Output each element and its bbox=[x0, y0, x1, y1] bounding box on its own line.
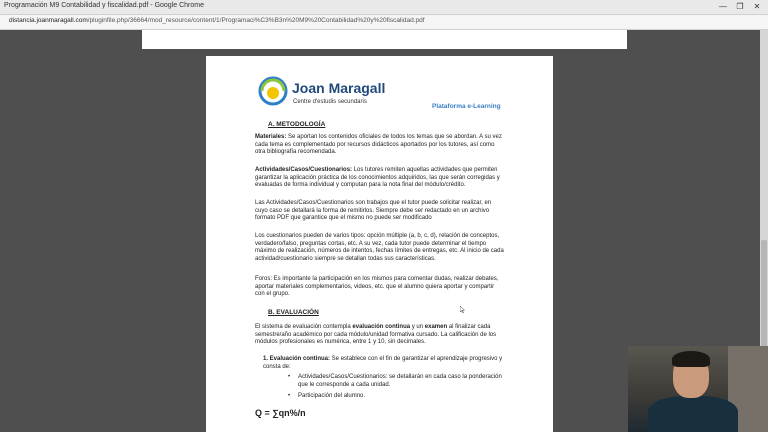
paragraph-cuestionarios: Los cuestionarios pueden de varios tipos: opción múltiple (a, b, c, d), relación de conceptos, verdadero/falso, preguntas cortas, etc. A su vez, cada tutor puede determinar el tiempo máximo de realización, números de intentos, fechas límites de entregas, etc. Al inicio de cada actividad/cuestionario siempre se detallan todas sus características. bbox=[255, 233, 504, 262]
item-evaluacion-continua: 1. Evaluación continua: Se establece con el fin de garantizar el aprendizaje progresivo y consta de: bbox=[263, 356, 503, 370]
formula: Q = ∑qn%/n bbox=[255, 408, 306, 418]
close-icon[interactable]: ✕ bbox=[753, 2, 761, 11]
previous-page bbox=[142, 30, 627, 49]
mouse-cursor-icon bbox=[460, 306, 465, 313]
platform-label: Plataforma e-Learning bbox=[432, 103, 501, 110]
brand-subtitle: Centre d'estudis secundaris bbox=[293, 99, 367, 105]
maximize-icon[interactable]: ❐ bbox=[736, 2, 744, 11]
webcam-person-hair bbox=[672, 351, 710, 367]
webcam-overlay bbox=[628, 346, 768, 432]
section-a-heading: A. METODOLOGÍA bbox=[268, 121, 326, 128]
bullet-participacion: • Participación del alumno. bbox=[288, 393, 366, 399]
window-title: Programación M9 Contabilidad y fiscalidad.pdf - Google Chrome bbox=[4, 2, 204, 9]
paragraph-foros: Foros: Es importante la participación en los mismos para comentar dudas, realizar debates, aportar materiales complementarios, videos, etc. que el alumno quiera aportar y compartir con el grupo. bbox=[255, 276, 499, 297]
paragraph-pdf: Las Actividades/Casos/Cuestionarios son trabajos que el tutor puede solicitar realizar, en cuyo caso se detallará la forma de remitirlos. Siempre debe ser redactado en un archivo formato PDF que garantice que el mismo no puede ser modificado bbox=[255, 200, 492, 221]
bullet-icon: • bbox=[288, 393, 291, 399]
bullet-icon: • bbox=[288, 374, 291, 380]
bullet-actividades: • Actividades/Casos/Cuestionarios: se detallarán en cada caso la ponderación que le corresponde a cada unidad. bbox=[288, 374, 502, 388]
paragraph-evaluacion: El sistema de evaluación contempla evaluación continua y un examen al finalizar cada semestre/año académico por cada módulo/unidad formativa cursado. La calificación de los módulos profesionales es numérica, entre 1 y 10, sin decimales. bbox=[255, 324, 497, 345]
paragraph-materiales: Materiales: Se aportan los contenidos oficiales de todos los temas que se abordan. A su vez cada tema es complementado por recursos didácticos aportados por los tutores, así como otra bibliografía recomendada. bbox=[255, 134, 502, 155]
url-text[interactable]: distancia.joanmaragall.com/pluginfile.php/36664/mod_resource/content/1/Programaci%C3%B3n%20M9%20Contabilidad%20y%20fiscalidad.pdf bbox=[9, 17, 425, 24]
brand-name: Joan Maragall bbox=[292, 80, 386, 96]
section-b-heading: B. EVALUACIÓN bbox=[268, 309, 319, 316]
paragraph-actividades: Actividades/Casos/Cuestionarios: Los tutores remiten aquellas actividades que permiten garantizar la aplicación práctica de los conocimientos adquiridos, las que serán corregidas y evaluadas de forma individual y computan para la nota final del módulo/crédito. bbox=[255, 167, 500, 188]
address-bar[interactable] bbox=[0, 15, 768, 30]
webcam-person-body bbox=[648, 396, 738, 432]
scrollbar-thumb[interactable] bbox=[761, 240, 767, 350]
browser-title-bar bbox=[0, 0, 768, 15]
minimize-icon[interactable]: — bbox=[719, 2, 727, 11]
logo-icon bbox=[258, 76, 288, 106]
